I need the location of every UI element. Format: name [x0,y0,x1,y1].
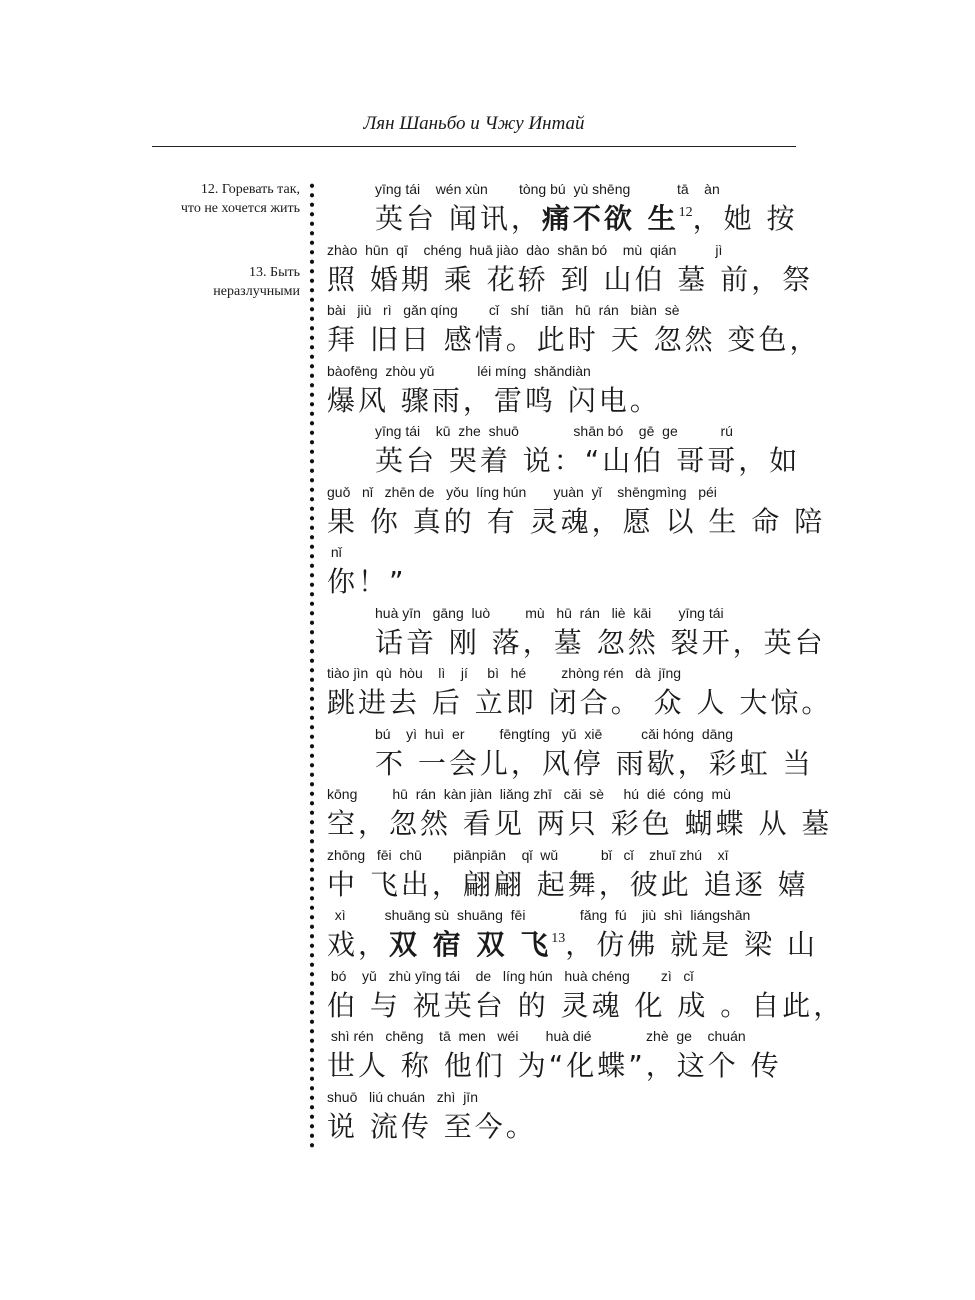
text-line [327,664,833,725]
hanzi-line: 中 飞出，翩翩 起舞，彼此 追逐 嬉 [327,867,809,901]
pinyin-line: nǐ [327,544,342,560]
hanzi-line: 你！” [327,565,407,598]
text-line [327,180,799,241]
pinyin-line: guǒ nǐ zhēn de yǒu líng hún yuàn yǐ shēngmìng péi [327,483,717,500]
pinyin-line: huà yīn gāng luò mù hū rán liè kāi yīng tái [375,604,724,621]
idiom-phrase: 双 宿 双 飞 [389,928,552,961]
footnote-marker: 13 [551,931,566,946]
hanzi-line: 跳进去 后 立即 闭合。 众 人 大惊。 [327,686,833,719]
hanzi-line: 戏，双 宿 双 飞$^{13}$，仿佛 就是 梁 山 [327,928,818,961]
text-line [327,725,814,786]
text-line [327,967,845,1028]
pinyin-line: zhào hūn qī chéng huā jiào dào shān bó mù qián jì [327,241,723,258]
pinyin-line: shuō liú chuán zhì jīn [327,1088,478,1105]
pinyin-line: xì shuāng sù shuāng fēi fǎng fú jiù shì liángshān [327,907,751,923]
dotted-separator [308,181,316,1151]
pinyin-line: kōng hū rán kàn jiàn liǎng zhī cǎi sè hú dié cóng mù [327,786,731,802]
text-line [327,1088,799,1149]
footnote-12-line1: 12. Горевать так, [200,182,300,197]
text-line [327,422,799,483]
hanzi-line: 话音 刚 落，墓 忽然 裂开，英台 [375,625,826,659]
pinyin-line: bài jiù rì gǎn qíng cǐ shí tiān hū rán biàn sè [327,302,680,318]
hanzi-line: 拜 旧日 感情。此时 天 忽然 变色， [327,323,821,356]
story-text [327,180,845,1148]
footnote-marker: 12 [678,205,693,220]
pinyin-line: tiào jìn qù hòu lì jí bì hé zhòng rén dà jīng [327,665,682,681]
footnote-13-line2: неразлучными [213,284,300,299]
pinyin-line: zhōng fēi chū piānpiān qǐ wǔ bǐ cǐ zhuī zhú xī [327,846,729,863]
text-line [327,483,826,544]
pinyin-line: yīng tái wén xùn tòng bú yù shēng tā àn [375,181,720,197]
hanzi-line: 果 你 真的 有 灵魂，愿 以 生 命 陪 [327,504,826,538]
footnote-12-line2: что не хочется жить [180,201,300,216]
text-line [327,846,809,907]
text-line [327,906,818,967]
hanzi-line: 英台 闻讯，痛不欲 生$^{12}$，她 按 [375,202,798,235]
text-line [327,362,799,423]
pinyin-line: bàofēng zhòu yǔ léi míng shǎndiàn [327,362,591,379]
text-line [327,604,826,665]
header-rule [152,146,796,147]
running-header: Лян Шаньбо и Чжу Интай [363,113,585,134]
hanzi-line: 英台 哭着 说：“山伯 哥哥，如 [375,444,801,477]
pinyin-line: yīng tái kū zhe shuō shān bó gē ge rú [375,423,733,439]
hanzi-line: 空，忽然 看见 两只 彩色 蝴蝶 从 墓 [327,807,833,840]
hanzi-line: 伯 与 祝英台 的 灵魂 化 成 。自此， [327,988,845,1022]
footnote-13-line1: 13. Быть [249,265,300,280]
text-line [327,301,821,362]
footnote-12 [120,180,300,218]
text-line [327,543,799,604]
footnote-13 [120,263,300,301]
hanzi-line: 爆风 骤雨，雷鸣 闪电。 [327,383,661,417]
text-line [327,785,833,846]
idiom-phrase: 痛不欲 生 [541,202,679,235]
pinyin-line: shì rén chēng tā men wéi huà dié zhè ge chuán [327,1028,746,1044]
pinyin-line: bú yì huì er fēngtíng yǔ xiē cǎi hóng dāng [375,725,733,742]
hanzi-line: 世人 称 他们 为“化蝶”，这个 传 [327,1049,782,1082]
pinyin-line: bó yǔ zhù yīng tái de líng hún huà chéng zì cǐ [327,967,694,984]
text-line [327,241,814,302]
hanzi-line: 说 流传 至今。 [327,1109,537,1143]
text-line [327,1027,799,1088]
hanzi-line: 照 婚期 乘 花轿 到 山伯 墓 前，祭 [327,262,814,296]
hanzi-line: 不 一会儿，风停 雨歇，彩虹 当 [375,746,814,780]
